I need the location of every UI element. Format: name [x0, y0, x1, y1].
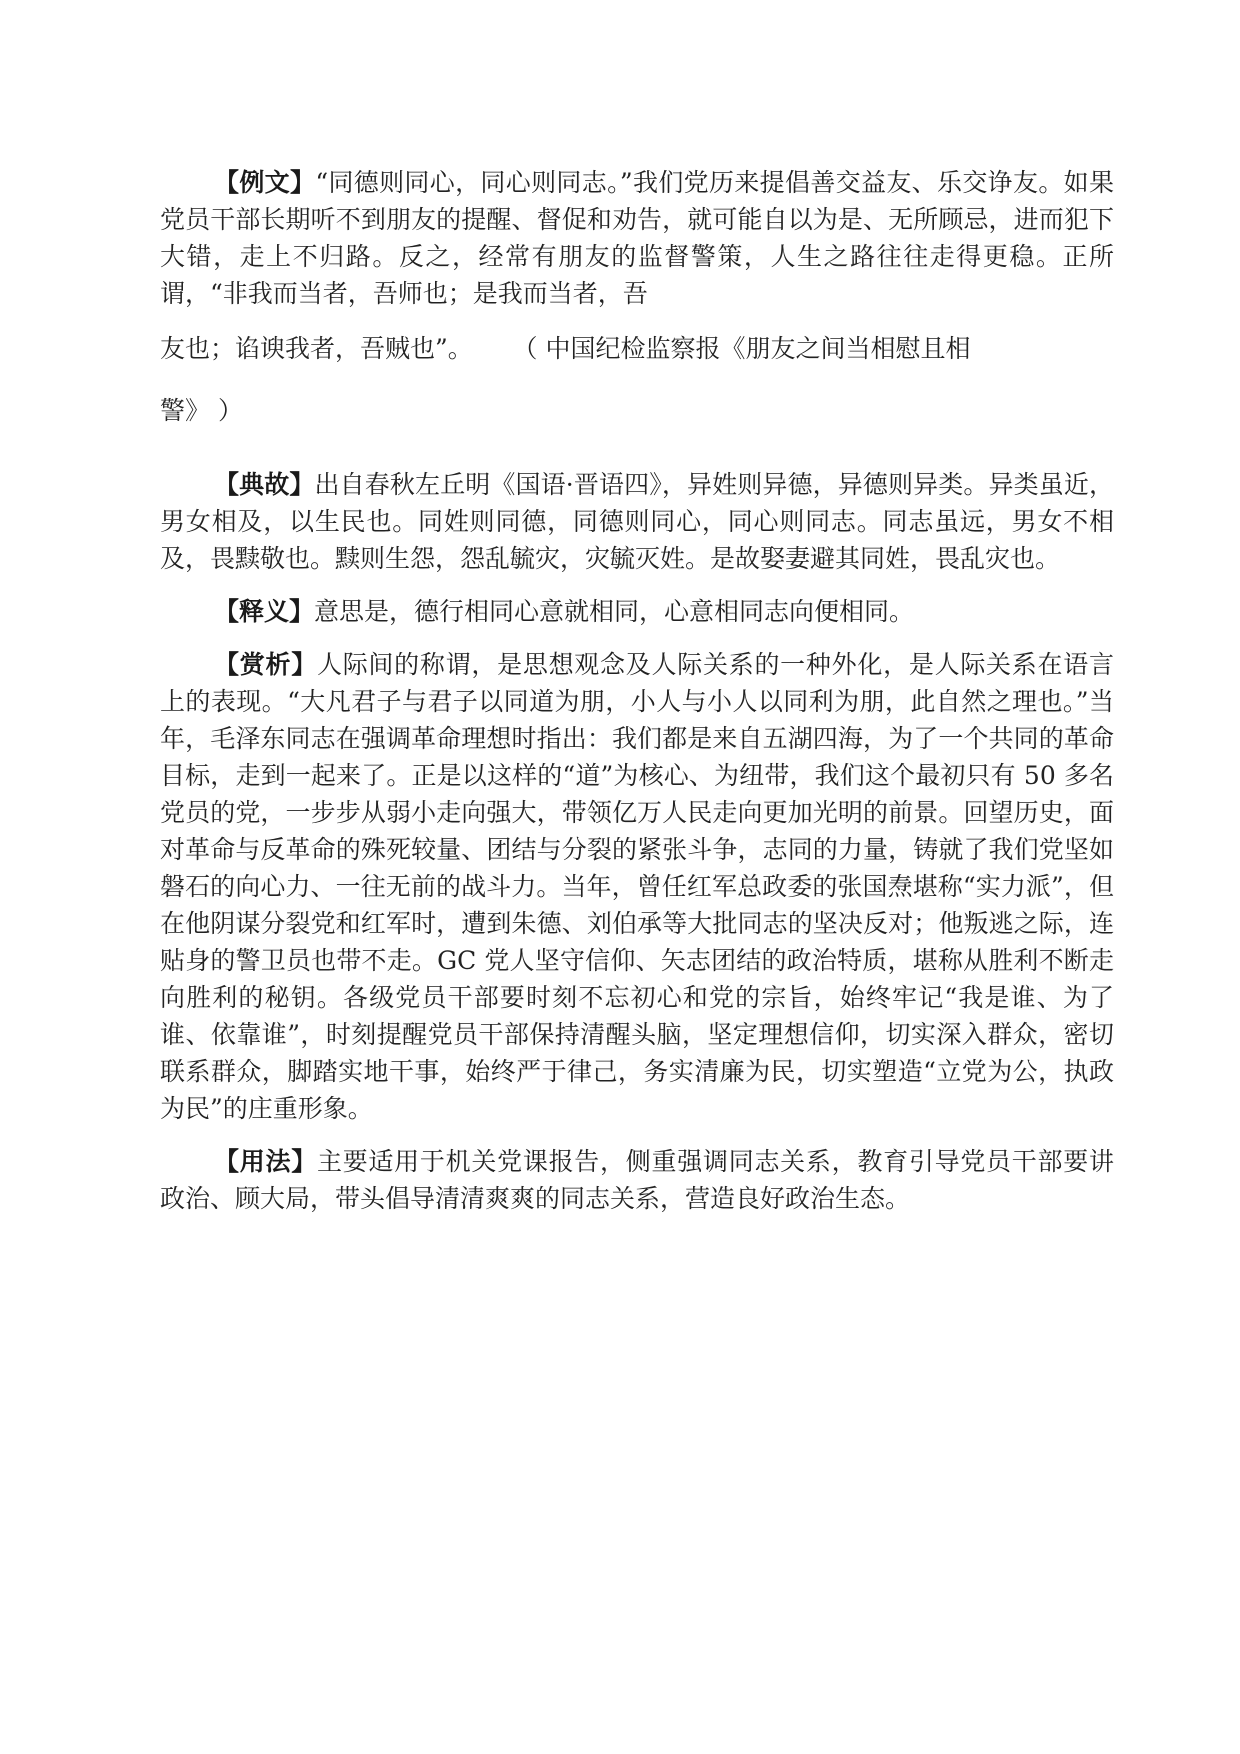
spacer [160, 442, 1114, 466]
appreciation-label: 【赏析】 [214, 650, 317, 679]
spacer [160, 630, 1114, 646]
usage-text: 主要适用于机关党课报告，侧重强调同志关系，教育引导党员干部要讲政治、顾大局，带头倡导清清爽爽的同志关系，营造良好政治生态。 [160, 1147, 1114, 1213]
spacer [160, 577, 1114, 593]
spacer [160, 1127, 1114, 1143]
meaning-text: 意思是，德行相同心意就相同，心意相同志向便相同。 [314, 597, 915, 626]
document-body [160, 164, 1114, 1217]
example-source: （ 中国纪检监察报《朋友之间当相慰且相 [512, 334, 971, 363]
example-label: 【例文】 [214, 168, 316, 197]
example-text-tail: 友也；谄谀我者，吾贼也”。 [160, 334, 473, 363]
appreciation-text: 人际间的称谓，是思想观念及人际关系的一种外化，是人际关系在语言上的表现。“大凡君子与君子以同道为朋，小人与小人以同利为朋，此自然之理也。”当年，毛泽东同志在强调革命理想时指出：我们都是来自五湖四海，为了一个共同的革命目标，走到一起来了。正是以这样的“道”为核心、为纽带，我们这个最初只有 50 多名党员的党，一步步从弱小走向强大，带领亿万人民走向更加光明的前景。回望历史，面对革命与反革命的殊死较量、团结与分裂的紧张斗争，志同的力量，铸就了我们党坚如磐石的向心力、一往无前的战斗力。当年，曾任红军总政委的张国焘堪称“实力派”，但在他阴谋分裂党和红军时，遭到朱德、刘伯承等大批同志的坚决反对；他叛逃之际，连贴身的警卫员也带不走。GC 党人坚守信仰、矢志团结的政治特质，堪称从胜利不断走向胜利的秘钥。各级党员干部要时刻不忘初心和党的宗旨，始终牢记“我是谁、为了谁、依靠谁”，时刻提醒党员干部保持清醒头脑，坚定理想信仰，切实深入群众，密切联系群众，脚踏实地干事，始终严于律己，务实清廉为民，切实塑造“立党为公，执政为民”的庄重形象。 [160, 650, 1114, 1123]
meaning-paragraph [160, 593, 1114, 630]
allusion-text: 出自春秋左丘明《国语·晋语四》，异姓则异德，异德则异类。异类虽近，男女相及，以生民也。同姓则同德，同德则同心，同心则同志。同志虽远，男女不相及，畏黩敬也。黩则生怨，怨乱毓灾，灾毓灭姓。是故娶妻避其同姓，畏乱灾也。 [160, 470, 1114, 573]
appreciation-paragraph [160, 646, 1114, 1127]
example-text: “同德则同心，同心则同志。”我们党历来提倡善交益友、乐交诤友。如果党员干部长期听不到朋友的提醒、督促和劝告，就可能自以为是、无所顾忌，进而犯下大错，走上不归路。反之，经常有朋友的监督警策，人生之路往往走得更稳。正所谓，“非我而当者，吾师也；是我而当者，吾 [160, 168, 1114, 308]
allusion-paragraph [160, 466, 1114, 577]
allusion-label: 【典故】 [214, 470, 315, 499]
example-tail-line [160, 318, 1114, 380]
example-paragraph [160, 164, 1114, 442]
usage-paragraph [160, 1143, 1114, 1217]
example-source-close: 警》 ） [160, 396, 243, 425]
meaning-label: 【释义】 [214, 597, 315, 626]
usage-label: 【用法】 [214, 1147, 317, 1176]
